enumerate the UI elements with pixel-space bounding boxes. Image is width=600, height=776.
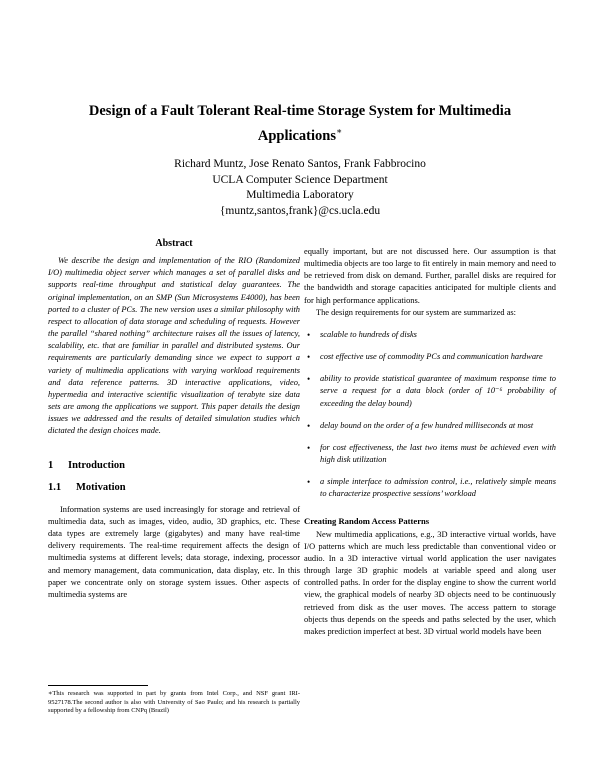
bullet-icon: • bbox=[307, 374, 311, 385]
title-footnote-mark: ∗ bbox=[336, 126, 343, 136]
list-item: • ability to provide statistical guarantee of maximum response time to serve a request for a data block (order of 10⁻⁶ probability of exceeding the delay bound) bbox=[307, 374, 556, 408]
bullet-icon: • bbox=[307, 329, 311, 340]
abstract-heading: Abstract bbox=[155, 238, 193, 249]
requirements-intro: The design requirements for our system are summarized as: bbox=[316, 307, 517, 317]
footnote-divider bbox=[48, 685, 148, 686]
right-column bbox=[304, 246, 556, 638]
list-item: • for cost effectiveness, the last two items must be achieved even with high disk utilization bbox=[307, 442, 556, 465]
left-column bbox=[48, 238, 300, 601]
bullet-icon: • bbox=[307, 442, 311, 453]
author-names: Richard Muntz, Jose Renato Santos, Frank Fabbrocino bbox=[174, 158, 426, 170]
subsection-number: 1.1 bbox=[48, 481, 62, 493]
section-title: Introduction bbox=[68, 459, 125, 471]
list-item: • delay bound on the order of a few hundred milliseconds at most bbox=[307, 420, 534, 431]
access-patterns-paragraph: New multimedia applications, e.g., 3D interactive virtual worlds, have I/O patterns which are much less predictable than conventional video or audio. In a 3D interactive virtual world application the user navigates through large 3D graphic models at variable speed and along user controlled paths. In order for the display engine to show the current world view, the graphical models of nearby 3D objects need to be continuously retrieved from disk as the user moves. The access pattern to storage objects thus depends on the speeds and paths selected by the user, which makes prediction imperfect at best. 3D virtual world models have been bbox=[304, 529, 556, 636]
requirements-list bbox=[304, 329, 556, 501]
bullet-icon: • bbox=[307, 477, 311, 488]
list-item: • cost effective use of commodity PCs and communication hardware bbox=[307, 352, 543, 363]
run-in-heading: Creating Random Access Patterns bbox=[304, 515, 430, 526]
continued-paragraph: equally important, but are not discussed here. Our assumption is that multimedia objects are too large to fit entirely in main memory and need to be retrieved from disk on demand. Further, parallel disks are required for the bandwidth and storage capacities anticipated for multiple clients and for high performance applications. bbox=[304, 247, 556, 305]
intro-paragraph: Information systems are used increasingly for storage and retrieval of multimedia data, such as images, video, audio, 3D graphics, etc. These data types are extremely large (gigabytes) and many have real-time delivery requirements. The real-time requirement affects the design of multimedia systems at different levels; data storage, indexing, processor and memory management, data communication, data display, etc. In this paper we concentrate only on storage system issues. Other aspects of multimedia systems are bbox=[48, 504, 300, 599]
subsection-heading bbox=[48, 482, 300, 494]
bullet-icon: • bbox=[307, 420, 311, 431]
section-number: 1 bbox=[48, 459, 54, 471]
affiliation-department: UCLA Computer Science Department bbox=[212, 173, 388, 186]
list-item: • a simple interface to admission control, i.e., relatively simple means to characterize prospective sessions’ workload bbox=[307, 477, 556, 499]
affiliation-lab: Multimedia Laboratory bbox=[246, 189, 354, 201]
author-email: {muntz,santos,frank}@cs.ucla.edu bbox=[219, 204, 381, 217]
subsection-title: Motivation bbox=[76, 481, 126, 493]
author-block bbox=[100, 157, 500, 219]
abstract-body: We describe the design and implementation of the RIO (Randomized I/O) multimedia object server which manages a set of parallel disks and supports real-time throughput and statistical delay guarantees. The original implementation, on an SMP (Sun Microsystems E4000), has been ported to a cluster of PCs. The new version uses a similar philosophy with respect to allocation of data storage and scheduling of requests. However the parallel “shared nothing” architecture raises all the issues of latency, scalability, etc. that are familiar in parallel and distributed systems. Our requirements are particularly demanding since we expect to support a variety of multimedia applications with varying workload requirements and data reference patterns. 3D interactive applications, video, hypermedia and interactive scientific visualization of terabyte size data sets are among the applications we support. This paper details the design issues we addressed and the results of detailed simulation studies which dictated the design choices made. bbox=[48, 256, 300, 436]
title-text: Design of a Fault Tolerant Real-time Storage System for Multimedia Applications bbox=[88, 103, 512, 144]
bullet-icon: • bbox=[307, 352, 311, 363]
paper-title bbox=[70, 101, 530, 146]
footnote: ∗This research was supported in part by grants from Intel Corp., and NSF grant IRI-9527178.The second author is also with University of Sao Paulo; and his research is partially supported by a fellowship from CNPq (Brazil) bbox=[48, 690, 300, 715]
section-heading bbox=[48, 460, 300, 472]
list-item: • scalable to hundreds of disks bbox=[307, 329, 417, 340]
